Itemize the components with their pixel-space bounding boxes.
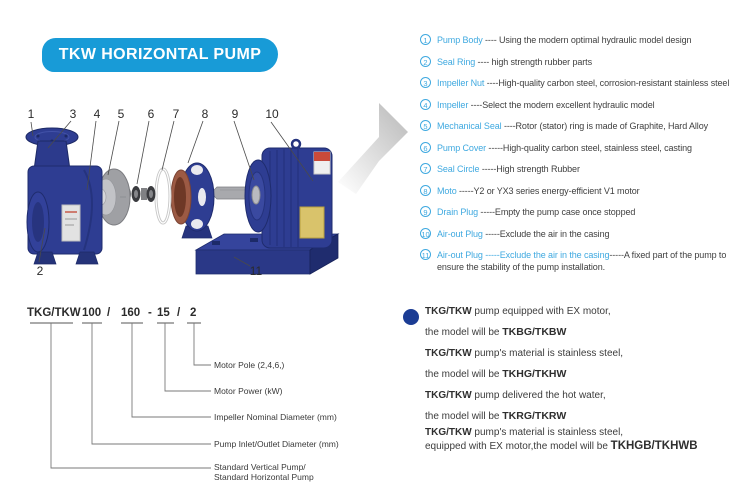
callout-5: 5 — [117, 107, 125, 121]
part-number-badge: 7 — [420, 163, 431, 174]
pump-cover — [171, 163, 214, 238]
label-impeller-diameter: Impeller Nominal Diameter (mm) — [214, 412, 337, 422]
part-item-6 — [420, 142, 750, 154]
seal-circle — [156, 169, 170, 223]
part-name: Mechanical Seal — [437, 121, 502, 131]
label-standard-vertical: Standard Vertical Pump/ — [214, 462, 306, 472]
arrow-icon — [330, 88, 430, 208]
part-item-4 — [420, 99, 750, 111]
part-number-badge: 6 — [420, 142, 431, 153]
code-labels — [214, 360, 339, 482]
part-number-badge: 11 — [421, 251, 430, 260]
part-description: -----Empty the pump case once stopped — [478, 207, 636, 217]
model-code-text: TKHGB/TKHWB — [610, 439, 698, 452]
model-code-text: TKHG/TKHW — [502, 368, 567, 381]
part-name: Impeller Nut — [437, 78, 485, 88]
part-description: -----Y2 or YX3 series energy-efficient V1 motor — [456, 185, 640, 196]
part-item-3 — [420, 77, 750, 89]
part-description: -----High strength Rubber — [479, 164, 580, 174]
part-number-badge: 3 — [420, 77, 431, 88]
part-description: -----Exclude the air in the casing — [482, 228, 610, 239]
series-code: TKG/TKW — [425, 347, 472, 359]
condition-text: pump's material is stainless steel, — [471, 347, 624, 359]
parts-list — [420, 34, 750, 283]
condition-text: pump delivered the hot water, — [471, 389, 606, 401]
part-item-9 — [420, 206, 750, 218]
variant-4-condition — [425, 427, 755, 440]
part-name: Pump Body — [437, 35, 483, 45]
part-name: Air-out Plug -----Exclude the air in the casing — [437, 250, 610, 260]
variant-2-result — [425, 364, 755, 385]
code-power: 15 — [157, 307, 170, 319]
variant-2-condition — [425, 344, 755, 364]
series-code: TKG/TKW — [425, 389, 472, 401]
part-name: Seal Ring — [437, 56, 476, 67]
part-name: Moto — [437, 185, 457, 196]
code-slash-2: / — [177, 307, 181, 319]
series-code: TKG/TKW — [425, 427, 472, 439]
callout-3: 3 — [69, 107, 77, 121]
label-motor-power: Motor Power (kW) — [214, 386, 283, 396]
model-code-diagram — [20, 296, 360, 496]
label-standard-horizontal: Standard Horizontal Pump — [214, 472, 314, 482]
page-title: TKW HORIZONTAL PUMP — [58, 46, 262, 63]
condition-text: pump equipped with EX motor, — [471, 306, 611, 317]
result-text: the model will be — [425, 369, 503, 381]
part-description: ---- high strength rubber parts — [475, 56, 592, 67]
part-number-badge: 8 — [420, 185, 431, 196]
part-item-1 — [420, 34, 750, 46]
part-item-11 — [420, 249, 750, 273]
code-pole: 2 — [190, 307, 197, 319]
variant-1-result — [425, 322, 755, 343]
variant-3-result — [425, 406, 755, 427]
part-item-5 — [420, 120, 750, 132]
model-code-text: TKBG/TKBW — [502, 326, 567, 339]
callout-7: 7 — [172, 107, 180, 121]
variant-1-condition — [425, 302, 755, 322]
pump-exploded-diagram — [10, 95, 345, 290]
label-inlet-outlet: Pump Inlet/Outlet Diameter (mm) — [214, 439, 339, 449]
model-variants — [425, 302, 755, 453]
condition-text: pump's material is stainless steel, — [471, 427, 624, 439]
part-number-badge: 10 — [421, 229, 430, 239]
callout-6: 6 — [147, 107, 155, 121]
callout-11: 11 — [249, 264, 263, 278]
part-item-7 — [420, 163, 750, 175]
code-dash: - — [148, 307, 152, 319]
pump-body — [26, 128, 102, 264]
part-description: -----A fixed part of the pump to ensure the stability of the pump installation. — [437, 250, 727, 272]
part-number-badge: 5 — [420, 120, 431, 131]
code-impeller: 160 — [121, 307, 141, 319]
code-slash-1: / — [107, 307, 111, 319]
code-inlet: 100 — [82, 307, 102, 319]
part-item-10 — [420, 228, 750, 240]
part-name: Drain Plug — [437, 207, 479, 217]
callout-8: 8 — [201, 107, 209, 121]
callout-10: 10 — [265, 107, 279, 121]
part-description: ---- Using the modern optimal hydraulic model design — [482, 35, 692, 45]
part-number-badge: 9 — [420, 206, 431, 217]
callout-9: 9 — [231, 107, 239, 121]
model-code-text: TKRG/TKRW — [502, 410, 567, 423]
part-number-badge: 2 — [420, 56, 431, 67]
label-motor-pole: Motor Pole (2,4,6,) — [214, 360, 285, 370]
part-item-2 — [420, 56, 750, 68]
result-text: equipped with EX motor,the model will be — [425, 440, 611, 452]
part-name: Seal Circle — [437, 164, 480, 174]
part-description: ----Rotor (stator) ring is made of Graphite, Hard Alloy — [501, 121, 709, 131]
model-code — [27, 307, 196, 319]
motor — [213, 140, 332, 248]
part-number-badge: 1 — [420, 34, 431, 45]
callout-4: 4 — [93, 107, 101, 121]
callout-1: 1 — [27, 107, 35, 121]
code-series: TKG/TKW — [27, 307, 81, 319]
part-name: Air-out Plug — [437, 228, 483, 239]
variant-4-result — [425, 440, 755, 454]
part-name: Impeller — [437, 99, 469, 110]
series-code: TKG/TKW — [425, 306, 472, 317]
result-text: the model will be — [425, 327, 503, 339]
callout-2: 2 — [36, 264, 44, 278]
part-description: ----Select the modern excellent hydraulic model — [468, 99, 655, 110]
title-banner — [42, 38, 278, 72]
part-number-badge: 4 — [420, 99, 431, 110]
part-name: Pump Cover — [437, 142, 487, 153]
part-description: ----High-quality carbon steel, corrosion-resistant stainless steel — [484, 78, 730, 88]
part-description: -----High-quality carbon steel, stainless steel, casting — [486, 142, 692, 153]
code-connectors — [51, 323, 211, 468]
result-text: the model will be — [425, 411, 503, 423]
bullet-icon — [403, 309, 419, 325]
part-item-8 — [420, 185, 750, 197]
variant-3-condition — [425, 386, 755, 406]
